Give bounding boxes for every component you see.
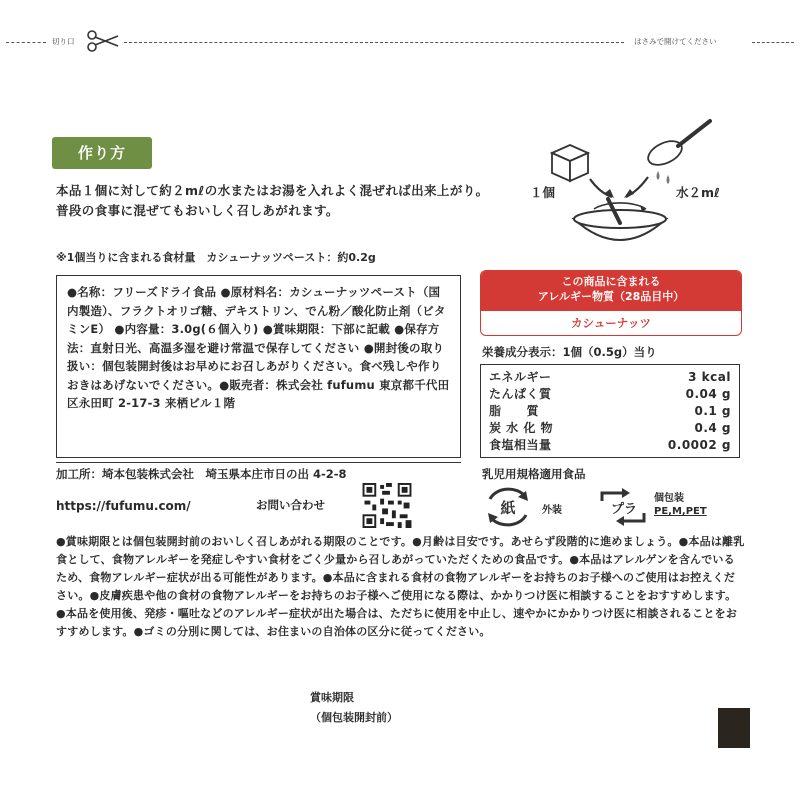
nutrient-name: 食塩相当量 xyxy=(489,438,552,452)
nutrient-value: 0.1 g xyxy=(694,404,731,418)
freeze-dried-cube-icon xyxy=(552,145,588,181)
allergy-header-line2: アレルギー物質（28品目中） xyxy=(537,290,685,303)
website-url[interactable]: https://fufumu.com/ xyxy=(56,499,191,513)
allergy-header xyxy=(481,271,741,311)
scissors-icon xyxy=(86,30,120,52)
date-print-area xyxy=(718,708,750,748)
allergy-header-line1: この商品に含まれる xyxy=(561,275,661,288)
preparation-illustration xyxy=(520,115,720,255)
contact-label: お問い合わせ xyxy=(256,498,325,512)
divider-line xyxy=(56,462,461,463)
nutrient-value: 0.4 g xyxy=(694,421,731,435)
water-amount-label: 水２mℓ xyxy=(676,185,720,200)
one-piece-label: １個 xyxy=(530,185,556,200)
instructions-text: 本品１個に対して約２mℓの水またはお湯を入れよく混ぜれば出来上がり。普段の食事に混ぜてもおいしく召しあがれます。 xyxy=(56,183,489,218)
allergy-box xyxy=(480,270,742,336)
inner-packaging-label xyxy=(654,492,707,518)
cut-line-dash-middle xyxy=(124,42,624,43)
nutrient-value: 0.0002 g xyxy=(667,438,731,452)
cut-instruction-label: はさみで開けてください xyxy=(634,37,717,46)
infant-food-label: 乳児用規格適用食品 xyxy=(482,467,586,481)
spoon-icon xyxy=(644,121,710,184)
nutrient-name: 脂 質 xyxy=(489,404,540,418)
cut-start-label: 切り口 xyxy=(52,37,75,46)
outer-packaging-label: 外装 xyxy=(542,505,562,516)
cut-line-dash-right xyxy=(752,42,794,43)
qr-code-icon[interactable] xyxy=(362,483,412,528)
nutrition-row xyxy=(489,369,731,386)
nutrient-name: 炭 水 化 物 xyxy=(489,421,554,435)
how-to-make-tag: 作り方 xyxy=(52,137,152,169)
inner-packaging-title: 個包装 xyxy=(654,493,684,504)
nutrient-value: 0.04 g xyxy=(685,387,731,401)
nutrition-row xyxy=(489,437,731,454)
nutrition-table xyxy=(480,364,740,458)
allergen-item: カシューナッツ xyxy=(570,316,652,330)
nutrient-value: 3 kcal xyxy=(688,370,731,384)
bowl-icon xyxy=(574,199,666,240)
nutrition-row xyxy=(489,403,731,420)
manufacturer-text: 加工所：埼本包装株式会社 埼玉県本庄市日の出 4-2-8 xyxy=(56,467,347,481)
product-info-box xyxy=(56,275,461,458)
best-before-label: 賞味期限 xyxy=(310,691,354,704)
nutrient-name: エネルギー xyxy=(489,370,552,384)
product-info-text: ●名称：フリーズドライ食品 ●原材料名：カシューナッツペースト（国内製造）、フラクトオリゴ糖、デキストリン、でん粉／酸化防止剤（ビタミンE） ●内容量：3.0g(６個入り) ●賞味期限：下部に記載 ●保存方法：直射日光、高温多湿を避け常温で保存してください ●開封後の取り扱い：個包装開封後はお早めにお召しあがりください。食べ残しや作りおきはあげないでください。●販売者：株式会社 fufumu 東京都千代田区永田町 2-17-3 来栖ビル１階 xyxy=(67,285,450,410)
precautions-text: ●賞味期限とは個包装開封前のおいしく召しあがれる期限のことです。●月齢は目安です。あせらず段階的に進めましょう。●本品は離乳食として、食物アレルギーを発症しやすい食材をごく少量から召しあがっていただくための食品です。●本品はアレルゲンを含んでいるため、食物アレルギー症状が出る可能性があります。●本品に含まれる食材の食物アレルギーをお持ちのお子様へのご使用はお控えください。●皮膚疾患や他の食材の食物アレルギーをお持ちのお子様へご使用になる際は、かかりつけ医に相談することをおすすめします。●本品を使用後、発疹・嘔吐などのアレルギー症状が出た場合は、ただちに使用を中止し、速やかにかかりつけ医に相談されることをおすすめします。●ゴミの分別に関しては、お住まいの自治体の区分に従ってください。 xyxy=(56,535,745,638)
plastic-mark-text: プラ xyxy=(610,502,638,517)
per-unit-note: ※1個当りに含まれる食材量 カシューナッツペースト：約0.2g xyxy=(56,251,376,264)
plastic-recycle-icon xyxy=(596,487,650,527)
paper-recycle-icon xyxy=(482,487,534,527)
cut-line xyxy=(6,36,794,48)
nutrition-title: 栄養成分表示：1個（0.5g）当り xyxy=(482,345,657,359)
cut-line-dash-left xyxy=(6,42,46,43)
paper-mark-text: 紙 xyxy=(500,499,516,517)
nutrient-name: たんぱく質 xyxy=(489,387,552,401)
nutrition-row xyxy=(489,420,731,437)
best-before-sublabel: （個包装開封前） xyxy=(310,711,398,724)
packaging-material: PE,M,PET xyxy=(654,506,707,517)
nutrition-row xyxy=(489,386,731,403)
